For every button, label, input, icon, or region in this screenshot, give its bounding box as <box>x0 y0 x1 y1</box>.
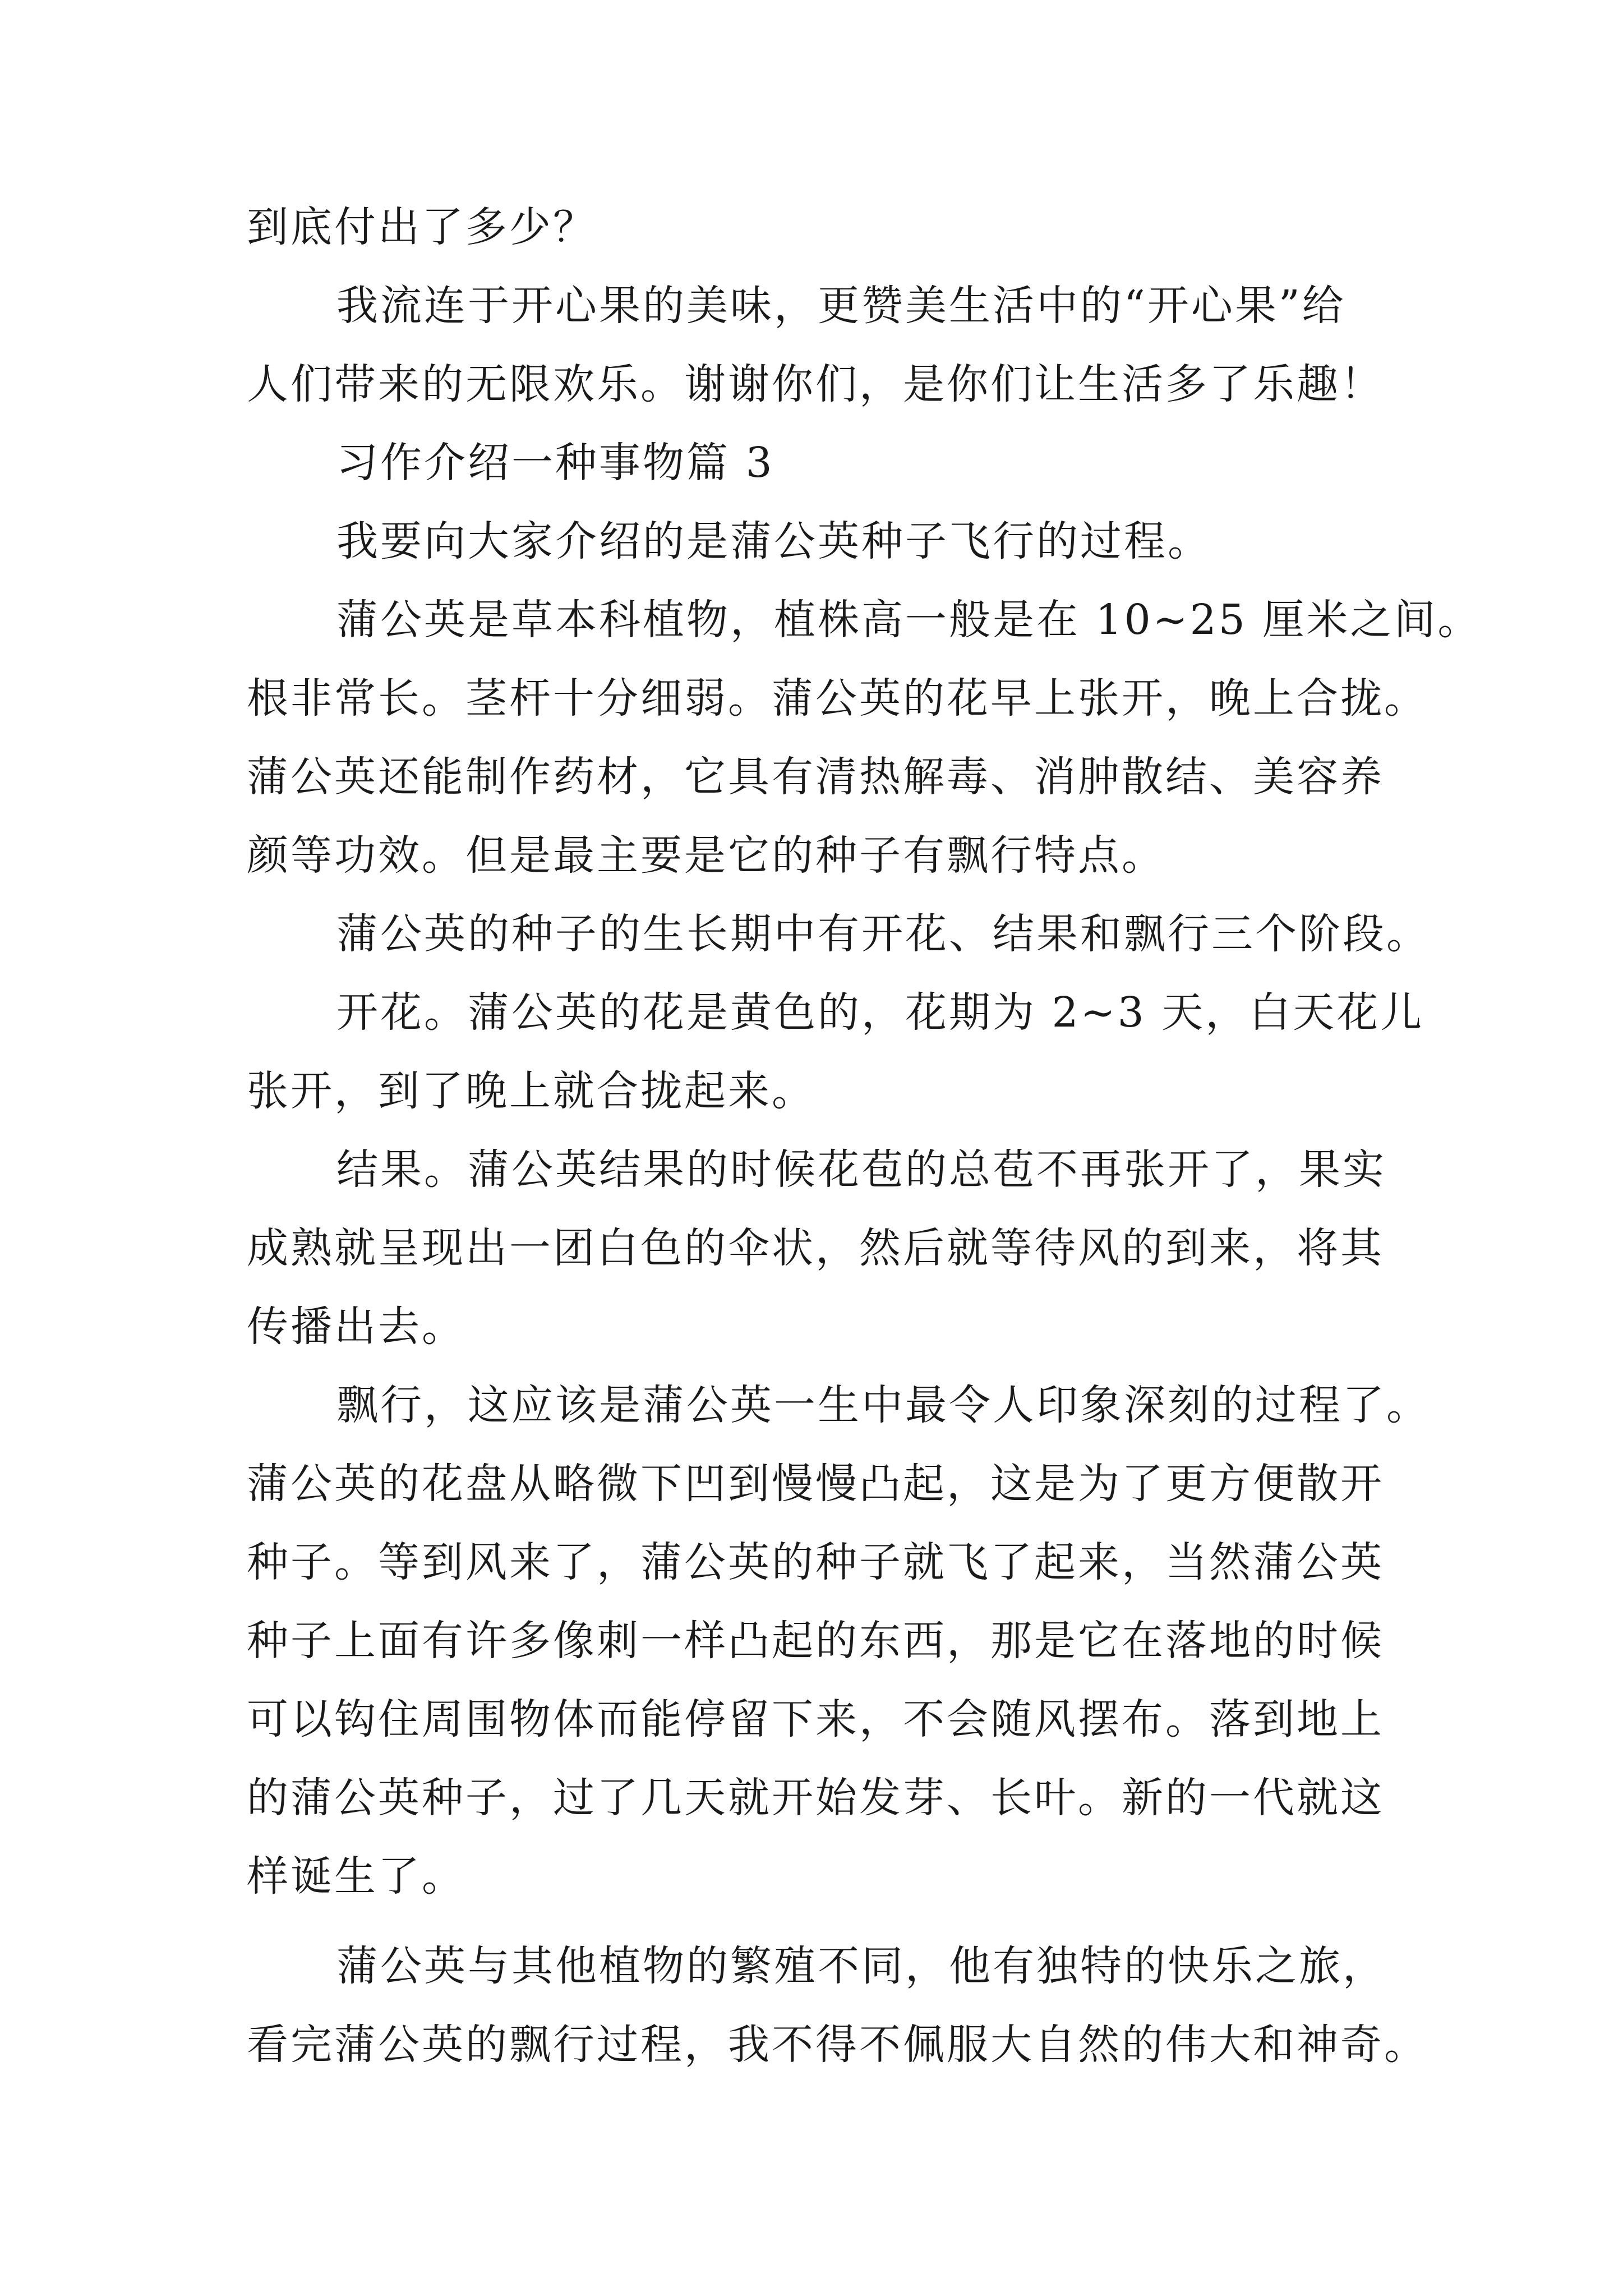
text-line: 蒲公英的种子的生长期中有开花、结果和飘行三个阶段。 <box>336 910 1430 958</box>
document-body <box>247 188 1482 2084</box>
text-line: 人们带来的无限欢乐。谢谢你们，是你们让生活多了乐趣！ <box>247 360 1384 408</box>
text-line: 种子上面有许多像刺一样凸起的东西，那是它在落地的时候 <box>247 1617 1384 1665</box>
text-line: 张开，到了晚上就合拢起来。 <box>247 1067 815 1115</box>
text-line: 样诞生了。 <box>247 1852 465 1901</box>
text-line: 蒲公英还能制作药材，它具有清热解毒、消肿散结、美容养 <box>247 753 1384 801</box>
text-line: 根非常长。茎杆十分细弱。蒲公英的花早上张开，晚上合拢。 <box>247 674 1428 723</box>
text-line: 的蒲公英种子，过了几天就开始发芽、长叶。新的一代就这 <box>247 1774 1384 1822</box>
paragraph-gap <box>247 1916 1391 1927</box>
text-line: 飘行，这应该是蒲公英一生中最令人印象深刻的过程了。 <box>336 1381 1430 1429</box>
text-line: 可以钩住周围物体而能停留下来，不会随风摆布。落到地上 <box>247 1695 1384 1743</box>
text-line: 颜等功效。但是最主要是它的种子有飘行特点。 <box>247 831 1165 880</box>
text-line: 结果。蒲公英结果的时候花苞的总苞不再张开了，果实 <box>336 1145 1386 1194</box>
text-line: 蒲公英与其他植物的繁殖不同，他有独特的快乐之旅， <box>336 1942 1386 1990</box>
text-line: 蒲公英的花盘从略微下凹到慢慢凸起，这是为了更方便散开 <box>247 1460 1384 1508</box>
text-line: 我流连于开心果的美味，更赞美生活中的“开心果”给 <box>336 282 1346 330</box>
text-line: 成熟就呈现出一团白色的伞状，然后就等待风的到来，将其 <box>247 1224 1384 1272</box>
section-heading: 习作介绍一种事物篇 3 <box>336 439 774 487</box>
text-line: 我要向大家介绍的是蒲公英种子飞行的过程。 <box>336 517 1211 565</box>
text-line: 种子。等到风来了，蒲公英的种子就飞了起来，当然蒲公英 <box>247 1538 1384 1586</box>
text-line: 到底付出了多少？ <box>247 203 597 251</box>
text-line: 开花。蒲公英的花是黄色的，花期为 2~3 天，白天花儿 <box>336 988 1424 1037</box>
text-line: 传播出去。 <box>247 1303 465 1351</box>
text-line: 看完蒲公英的飘行过程，我不得不佩服大自然的伟大和神奇。 <box>247 2021 1428 2069</box>
text-line: 蒲公英是草本科植物，植株高一般是在 10~25 厘米之间。 <box>336 596 1482 644</box>
